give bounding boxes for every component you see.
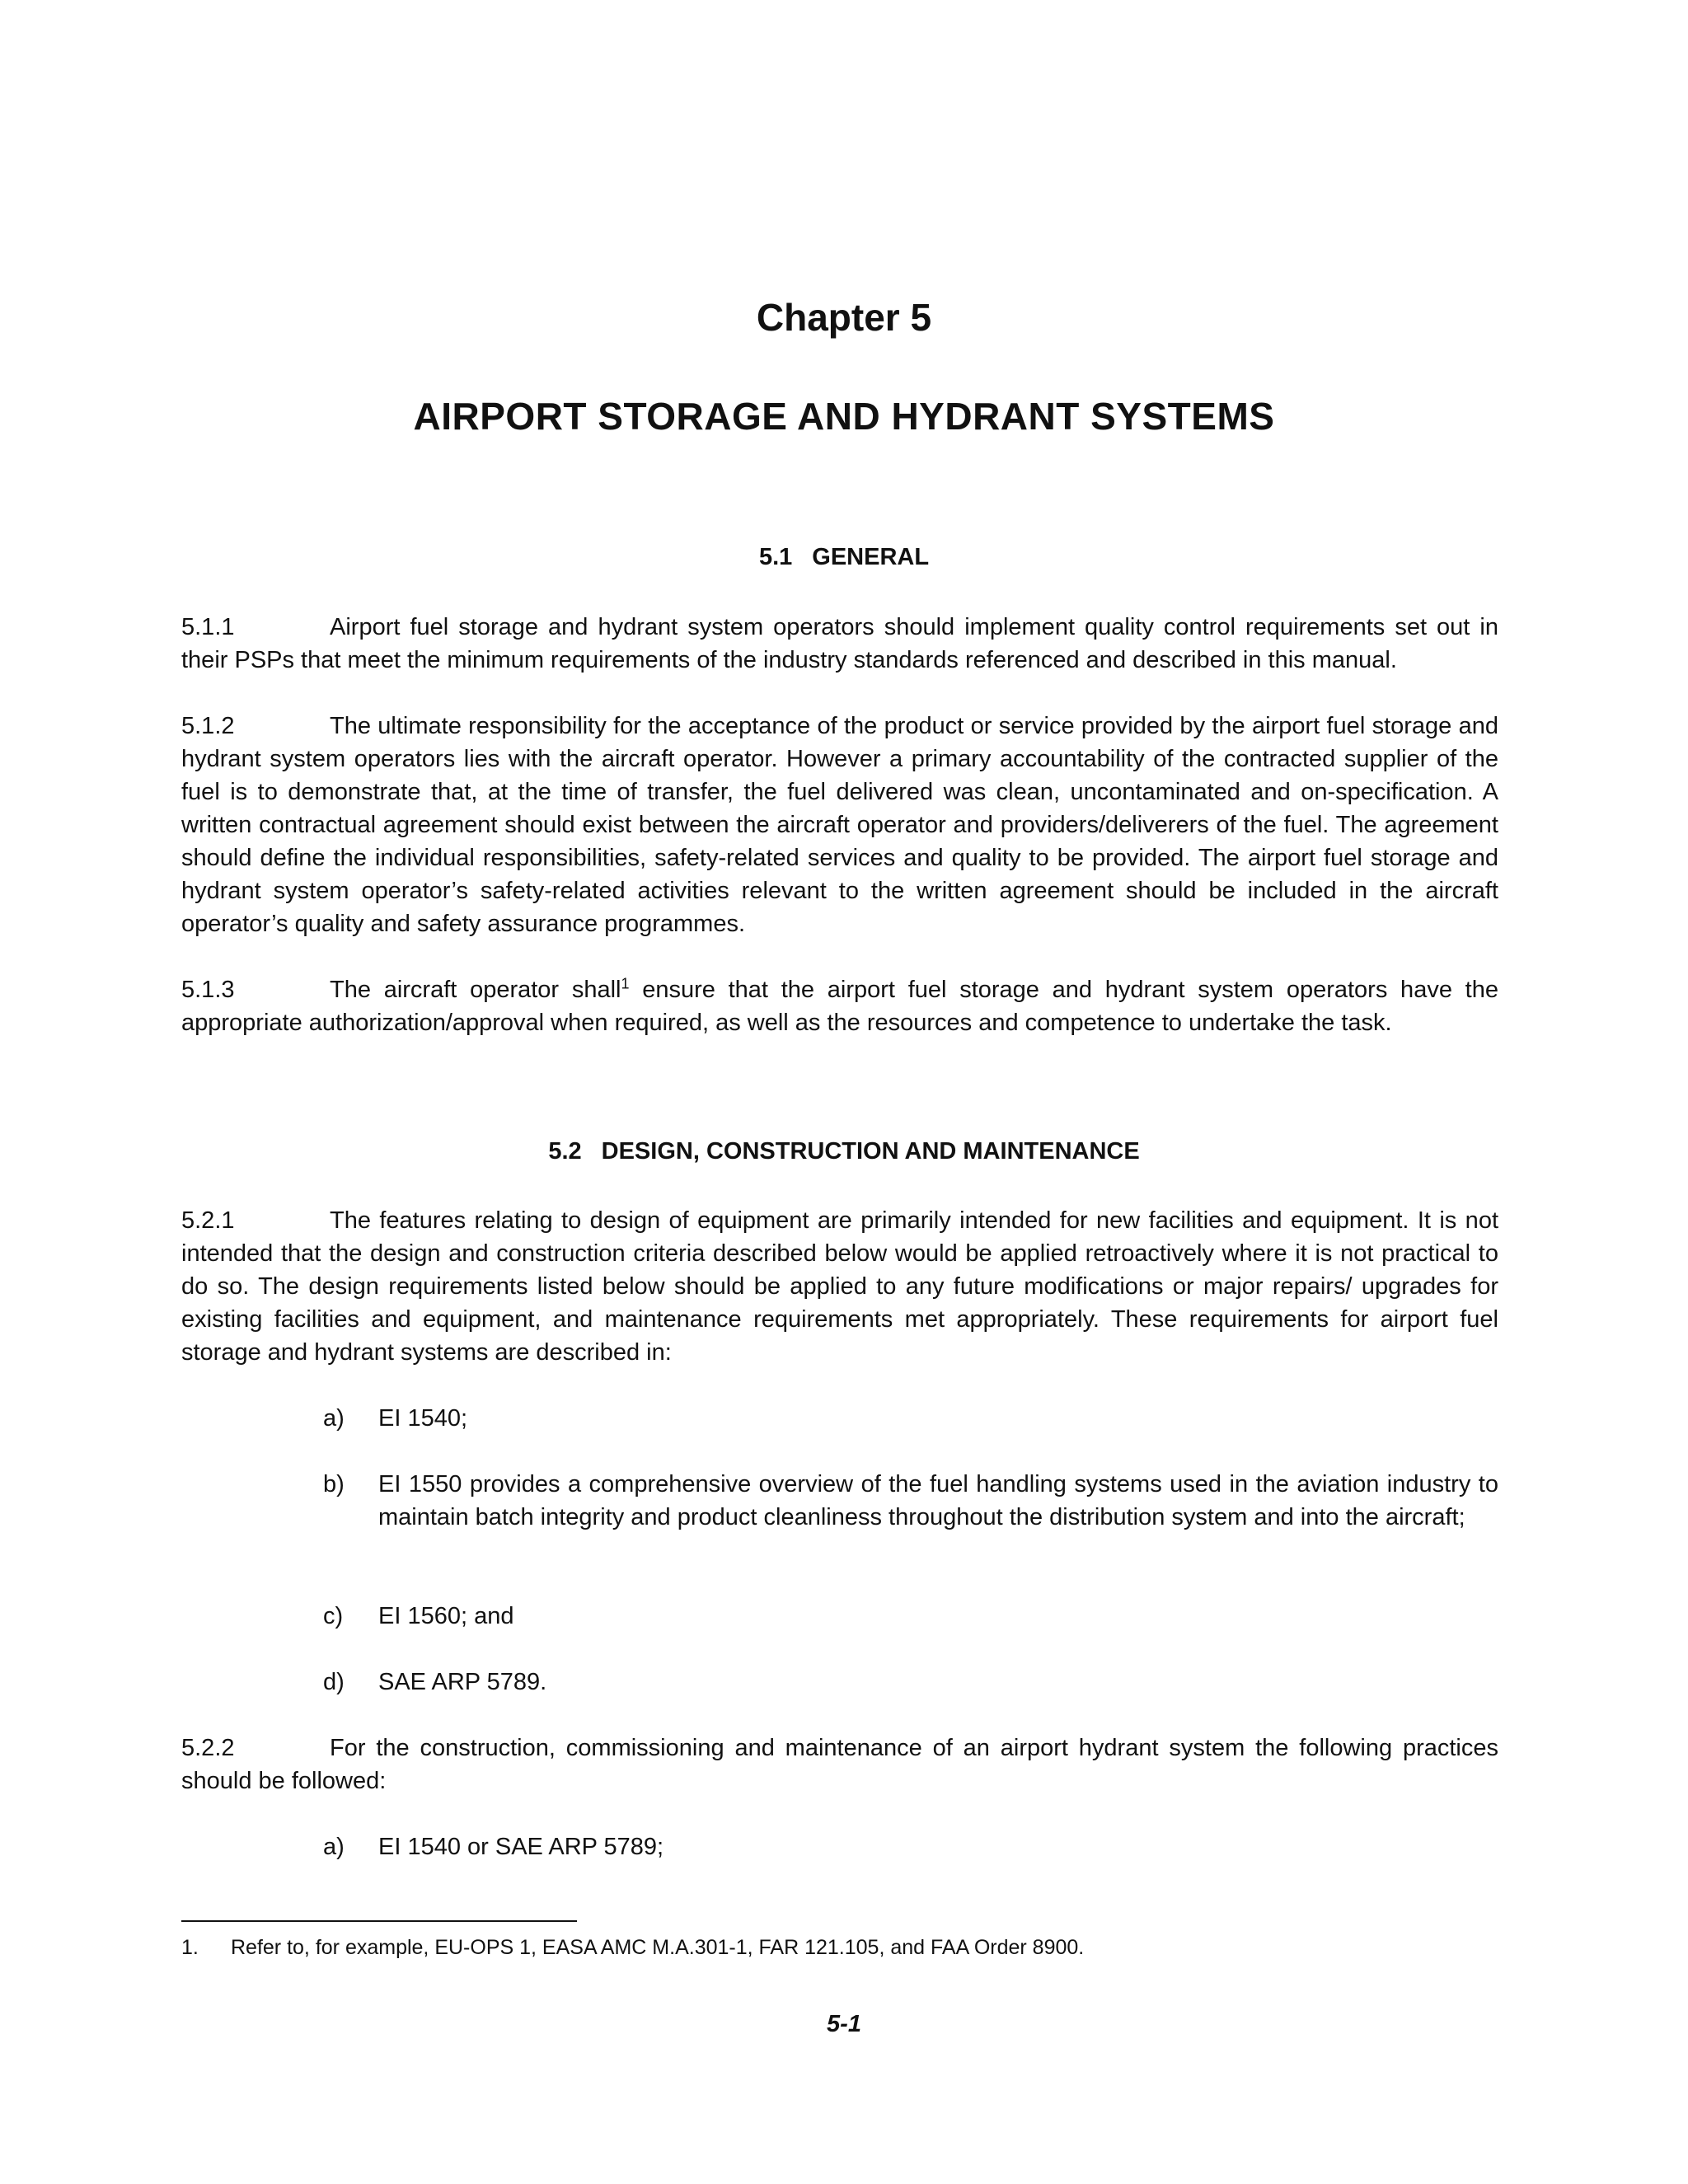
paragraph-text: The aircraft operator shall: [330, 977, 621, 1003]
paragraph-5-2-1: [181, 1204, 1498, 1369]
footnote-text: Refer to, for example, EU-OPS 1, EASA AMC M.A.301-1, FAR 121.105, and FAA Order 8900.: [231, 1936, 1085, 1959]
paragraph-text: The ultimate responsibility for the acceptance of the product or service provided by the airport fuel storage and hydrant system operators lies with the aircraft operator. However a primary accountability of the contracted supplier of the fuel is to demonstrate that, at the time of transfer, the fuel delivered was clean, uncontaminated and on-specification. A written contractual agreement should exist between the aircraft operator and providers/deliverers of the fuel. The agreement should define the individual responsibilities, safety-related services and quality to be provided. The airport fuel storage and hydrant system operator’s safety-related activities relevant to the written agreement should be included in the aircraft operator’s quality and safety assurance programmes.: [181, 713, 1498, 937]
paragraph-number: 5.1.2: [181, 713, 235, 739]
list-item-text: EI 1560; and: [378, 1603, 514, 1629]
section-number: 5.1: [758, 544, 793, 570]
list-item-label: b): [323, 1471, 345, 1497]
list-item-label: d): [323, 1669, 345, 1695]
list-item: [323, 1468, 1498, 1534]
paragraph-5-1-1: [181, 611, 1498, 677]
footnote: [181, 1933, 1498, 1961]
section-title: GENERAL: [812, 544, 930, 570]
paragraph-number: 5.2.1: [181, 1207, 235, 1234]
footnote-separator: [181, 1920, 577, 1922]
paragraph-number: 5.1.1: [181, 614, 235, 640]
section-title: DESIGN, CONSTRUCTION AND MAINTENANCE: [601, 1138, 1140, 1165]
list-item: [323, 1830, 1498, 1863]
paragraph-5-1-3: [181, 973, 1498, 1039]
list-item-text: EI 1540 or SAE ARP 5789;: [378, 1834, 664, 1860]
paragraph-number: 5.2.2: [181, 1735, 235, 1761]
paragraph-text: For the construction, commissioning and maintenance of an airport hydrant system the following practices should be followed:: [181, 1735, 1498, 1794]
page-number: 5-1: [827, 2011, 861, 2037]
paragraph-5-2-2: [181, 1732, 1498, 1797]
chapter-label: Chapter 5: [756, 296, 932, 339]
section-heading-5-1: [0, 544, 1688, 571]
paragraph-number: 5.1.3: [181, 977, 235, 1003]
section-heading-5-2: [0, 1138, 1688, 1165]
chapter-title: AIRPORT STORAGE AND HYDRANT SYSTEMS: [413, 395, 1275, 438]
paragraph-text: The features relating to design of equipment are primarily intended for new facilities and equipment. It is not intended that the design and construction criteria described below would be applied retroactively where it is not practical to do so. The design requirements listed below should be applied to any future modifications or major repairs/ upgrades for existing facilities and equipment, and maintenance requirements met appropriately. These requirements for airport fuel storage and hydrant systems are described in:: [181, 1207, 1498, 1366]
list-item-text: EI 1540;: [378, 1405, 468, 1432]
list-item: [323, 1402, 1498, 1435]
list-item: [323, 1600, 1498, 1633]
list-item-label: a): [323, 1834, 345, 1860]
paragraph-5-1-2: [181, 710, 1498, 940]
footnote-reference: 1: [621, 975, 630, 992]
list-item: [323, 1666, 1498, 1699]
list-item-text: EI 1550 provides a comprehensive overview of the fuel handling systems used in the aviation industry to maintain batch integrity and product cleanliness throughout the distribution system and into the aircraft;: [378, 1471, 1498, 1530]
paragraph-text: Airport fuel storage and hydrant system operators should implement quality control requirements set out in their PSPs that meet the minimum requirements of the industry standards referenced and described in this manual.: [181, 614, 1498, 673]
list-item-label: a): [323, 1405, 345, 1432]
paragraph-text-continued: ensure that the airport fuel storage and hydrant system operators have the appropriate authorization/approval when required, as well as the resources and competence to undertake the task.: [181, 977, 1498, 1036]
list-item-label: c): [323, 1603, 344, 1629]
list-item-text: SAE ARP 5789.: [378, 1669, 547, 1695]
footnote-number: 1.: [181, 1936, 199, 1959]
section-number: 5.2: [548, 1138, 582, 1165]
